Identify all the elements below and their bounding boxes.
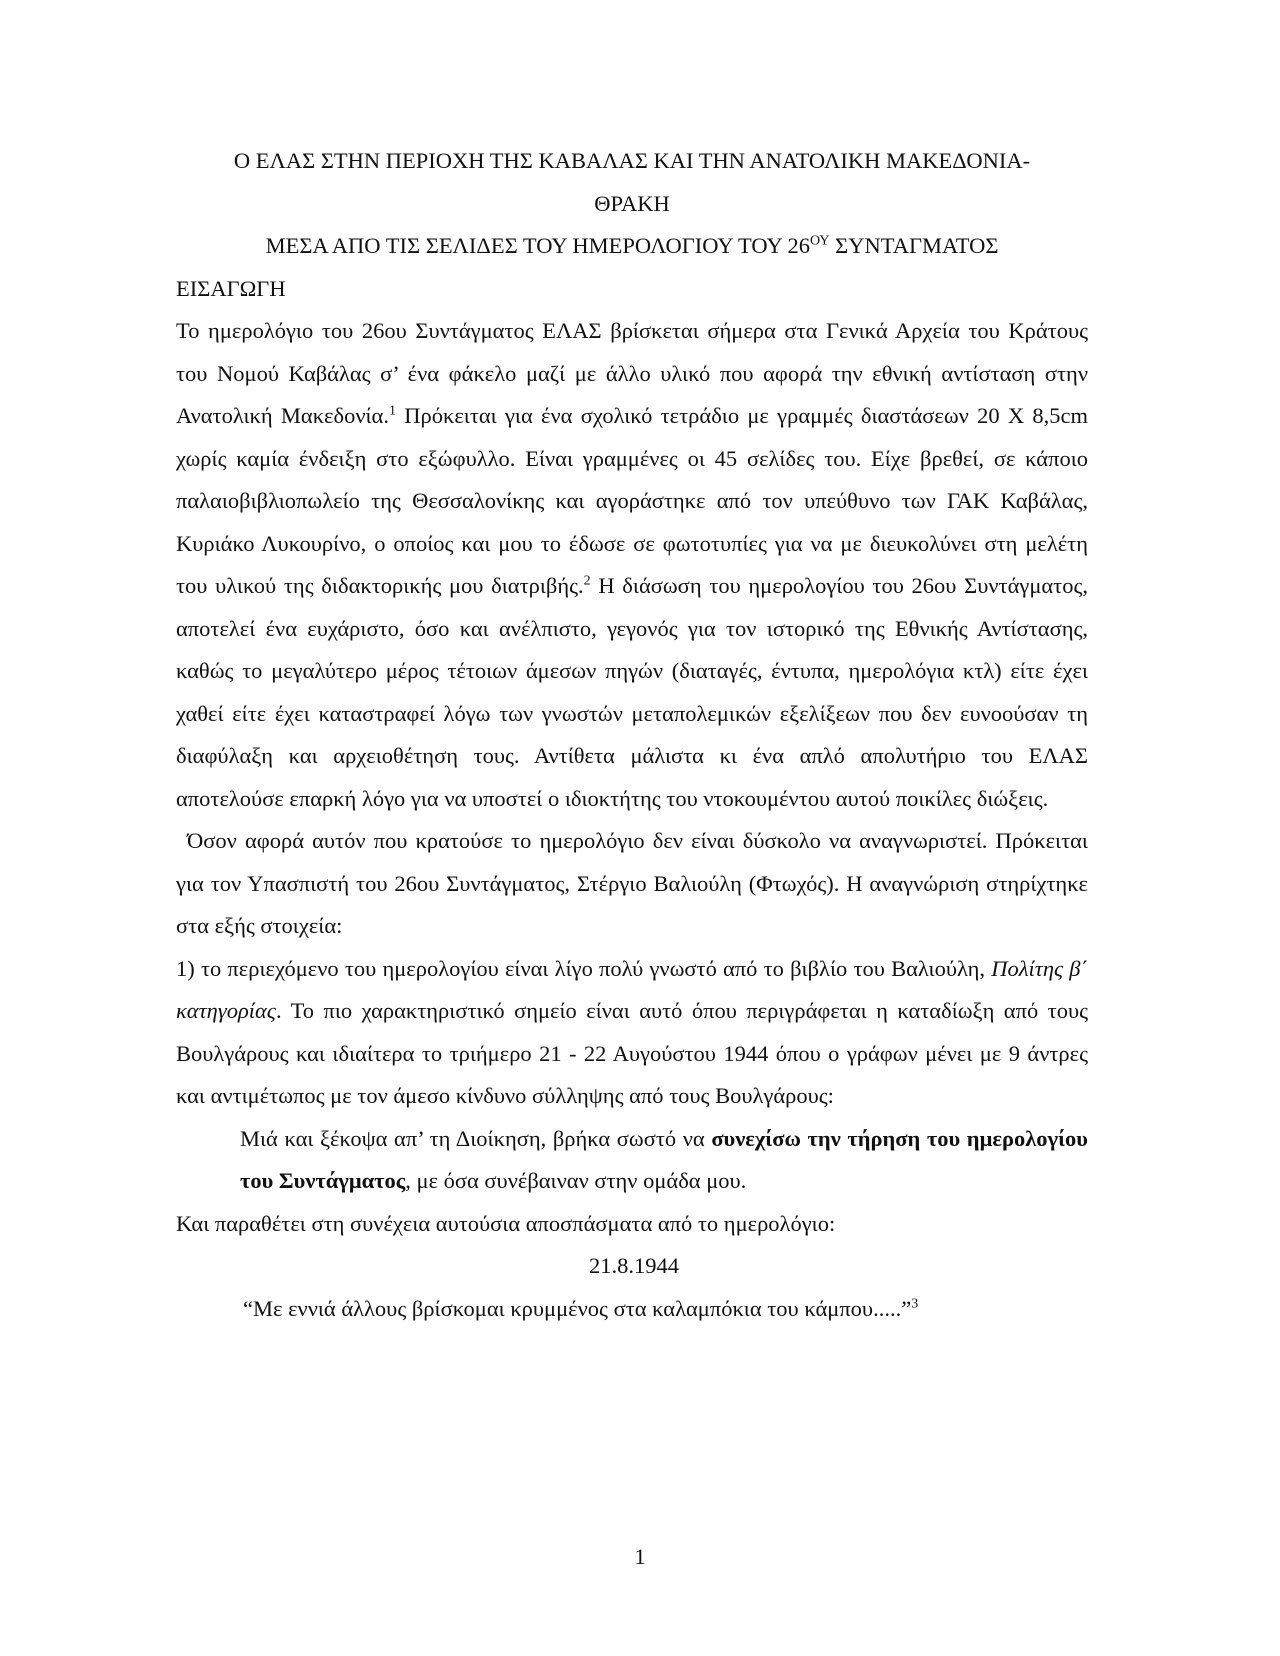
paragraph-evidence <box>176 948 1088 1118</box>
page-number: 1 <box>634 1544 646 1569</box>
diary-quote <box>176 1288 1088 1331</box>
book-title: Πολίτης β΄ κατηγορίας <box>176 955 1088 1023</box>
document-subtitle <box>176 225 1088 268</box>
title-line-1: Ο ΕΛΑΣ ΣΤΗΝ ΠΕΡΙΟΧΗ ΤΗΣ ΚΑΒΑΛΑΣ ΚΑΙ ΤΗΝ ΑΝΑΤΟΛΙΚΗ ΜΑΚΕΔΟΝΙΑ- <box>233 148 1031 173</box>
paragraph-intro-part-1: Το ημερολόγιο του 26ου Συντάγματος ΕΛΑΣ βρίσκεται σήμερα στα Γενικά Αρχεία του Κράτους του Νομού Καβάλας σ’ ένα φάκελο μαζί με άλλο υλικό που αφορά την εθνική αντίσταση στην Ανατολική Μακεδονία. <box>176 318 1088 428</box>
block-quote-part-2: , με όσα συνέβαιναν στην ομάδα μου. <box>405 1168 747 1193</box>
title-line-2: ΘΡΑΚΗ <box>594 190 670 216</box>
section-heading: ΕΙΣΑΓΩΓΗ <box>176 275 286 301</box>
paragraph-identification: Όσον αφορά αυτόν που κρατούσε το ημερολόγιο δεν είναι δύσκολο να αναγνωριστεί. Πρόκειται για τον Υπασπιστή του 26ου Συντάγματος, Στέργιο Βαλιούλη (Φτωχός). Η αναγνώριση στηρίχτηκε στα εξής στοιχεία: <box>176 828 1088 938</box>
paragraph-evidence-part-2: . Το πιο χαρακτηριστικό σημείο είναι αυτό όπου περιγράφεται η καταδίωξη από τους Βουλγάρους και ιδιαίτερα το τριήμερο 21 - 22 Αυγούστου 1944 όπου ο γράφων μένει με 9 άντρες και αντιμέτωπος με τον άμεσο κίνδυνο σύλληψης από τους Βουλγάρους: <box>176 998 1088 1108</box>
block-quote-part-1: Μιά και ξέκοψα απ’ τη Διοίκηση, βρήκα σωστό να <box>240 1125 712 1151</box>
footnote-ref-1[interactable]: 1 <box>388 403 396 419</box>
subtitle-text-end: ΣΥΝΤΑΓΜΑΤΟΣ <box>829 233 999 258</box>
document-title <box>176 140 1088 225</box>
footnote-ref-3[interactable]: 3 <box>911 1296 919 1311</box>
paragraph-intro-part-2: Πρόκειται για ένα σχολικό τετράδιο με γραμμές διαστάσεων 20 Χ 8,5cm χωρίς καμία ένδειξη στο εξώφυλλο. Είναι γραμμένες οι 45 σελίδες του. Είχε βρεθεί, σε κάποιο παλαιοβιβλιοπωλείο της Θεσσαλονίκης και αγοράστηκε από τον υπεύθυνο των ΓΑΚ Καβάλας, Κυριάκο Λυκουρίνο, ο οποίος και μου το έδωσε σε φωτοτυπίες για να με διευκολύνει στη μελέτη του υλικού της διδακτορικής μου διατριβής. <box>176 403 1089 598</box>
block-quote-emphasis: συνεχίσω την τήρηση του ημερολογίου του Συντάγματος <box>240 1125 1088 1193</box>
diary-quote-text: “Με εννιά άλλους βρίσκομαι κρυμμένος στα καλαμπόκια του κάμπου.....” <box>243 1295 912 1321</box>
footnote-ref-2[interactable]: 2 <box>583 573 591 589</box>
paragraph-intro-part-3: Η διάσωση του ημερολογίου του 26ου Συντάγματος, αποτελεί ένα ευχάριστο, όσο και ανέλπιστο, γεγονός για τον ιστορικό της Εθνικής Αντίστασης, καθώς το μεγαλύτερο μέρος τέτοιων άμεσων πηγών (διαταγές, έντυπα, ημερολόγια κτλ) είτε έχει χαθεί είτε έχει καταστραφεί λόγω των γνωστών μεταπολεμικών εξελίξεων που δεν ευνοούσαν τη διαφύλαξη και αρχειοθέτηση τους. Αντίθετα μάλιστα κι ένα απλό απολυτήριο του ΕΛΑΣ αποτελούσε επαρκή λόγο για να υποστεί ο ιδιοκτήτης του ντοκουμέντου αυτού ποικίλες διώξεις. <box>176 573 1088 811</box>
paragraph-evidence-part-1: 1) το περιεχόμενο του ημερολογίου είναι λίγο πολύ γνωστό από το βιβλίο του Βαλιούλη, <box>176 955 992 981</box>
paragraph-intro <box>176 310 1088 820</box>
paragraph-excerpts: Και παραθέτει στη συνέχεια αυτούσια αποσπάσματα από το ημερολόγιο: <box>176 1210 836 1236</box>
subtitle-text: ΜΕΣΑ ΑΠΟ ΤΙΣ ΣΕΛΙΔΕΣ ΤΟΥ ΗΜΕΡΟΛΟΓΙΟΥ ΤΟΥ 26 <box>265 233 810 258</box>
diary-date: 21.8.1944 <box>589 1253 679 1278</box>
block-quote <box>240 1118 1088 1203</box>
document-page <box>176 140 1088 1330</box>
subtitle-superscript: ΟΥ <box>810 233 830 249</box>
